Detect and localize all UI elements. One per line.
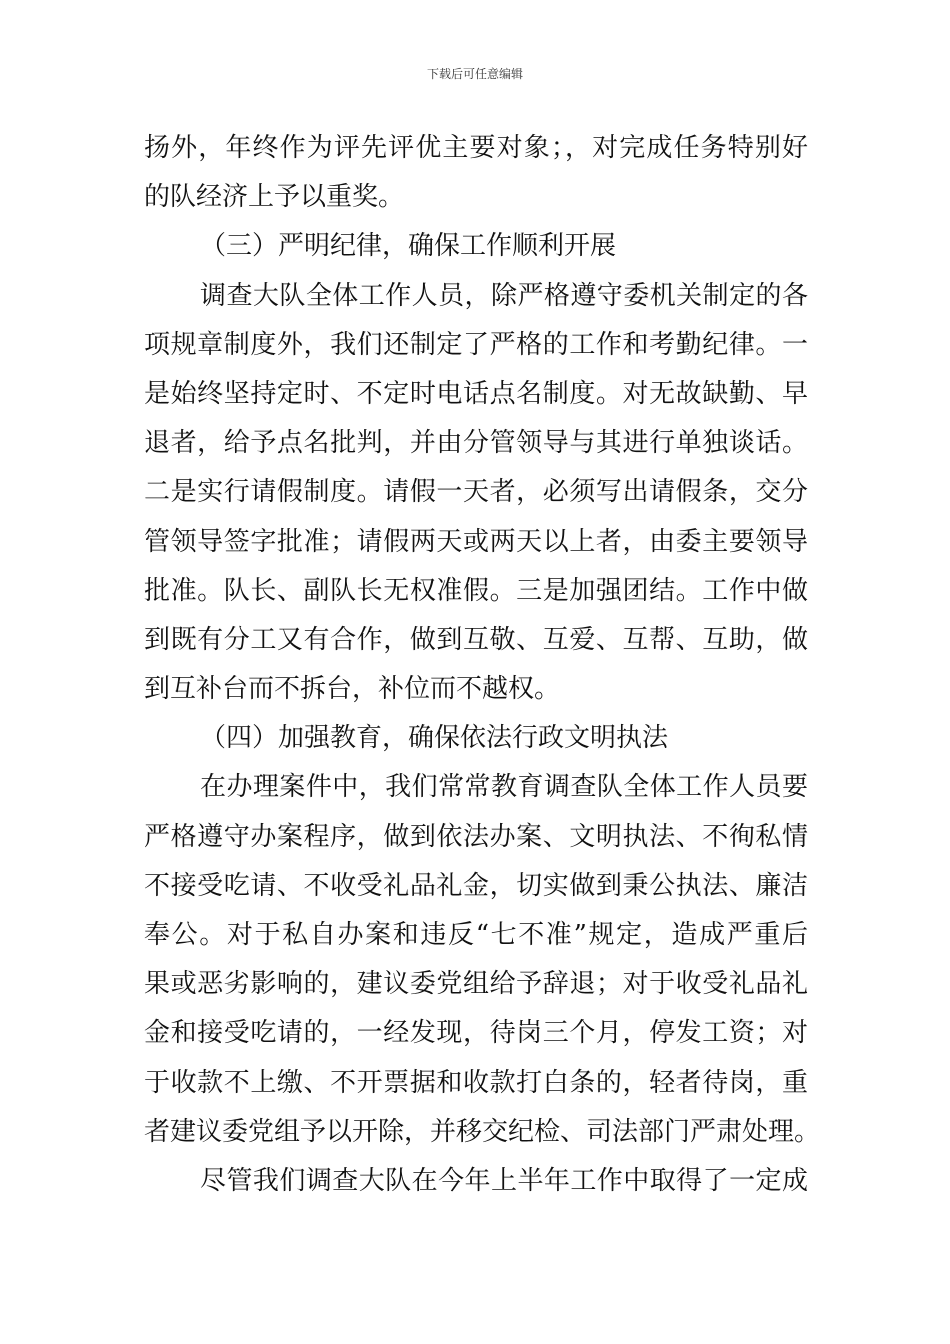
text-line: 于收款不上缴、不开票据和收款打白条的，轻者待岗，重 [144,1067,808,1098]
body-text [144,124,821,1206]
text-line: 奉公。对于私自办案和违反“七不准”规定，造成严重后 [144,920,808,950]
text-line: 扬外，年终作为评先评优主要对象；，对完成任务特别好 [144,133,808,163]
text-line: 尽管我们调查大队在今年上半年工作中取得了一定成 [200,1165,808,1196]
text-line: 者建议委党组予以开除，并移交纪检、司法部门严肃处理。 [144,1116,821,1147]
text-line: 到既有分工又有合作，做到互敬、互爱、互帮、互助，做 [144,624,808,655]
text-line: 到互补台而不拆台，补位而不越权。 [144,674,561,705]
text-line: 管领导签字批准；请假两天或两天以上者，由委主要领导 [144,526,808,557]
text-line: 调查大队全体工作人员，除严格遵守委机关制定的各 [200,280,808,311]
text-line: 在办理案件中，我们常常教育调查队全体工作人员要 [200,772,808,803]
text-line: 是始终坚持定时、不定时电话点名制度。对无故缺勤、早 [144,378,808,409]
text-line: 二是实行请假制度。请假一天者，必须写出请假条，交分 [144,477,808,508]
text-line: 的队经济上予以重奖。 [144,182,405,213]
section-heading: （三）严明纪律，确保工作顺利开展 [200,231,617,262]
text-line: 不接受吃请、不收受礼品礼金，切实做到秉公执法、廉洁 [144,870,808,901]
text-line: 严格遵守办案程序，做到依法办案、文明执法、不徇私情 [144,821,808,852]
section-heading: （四）加强教育，确保依法行政文明执法 [200,723,669,754]
text-line: 金和接受吃请的，一经发现，待岗三个月，停发工资；对 [144,1018,808,1049]
text-line: 退者，给予点名批判，并由分管领导与其进行单独谈话。 [144,428,808,459]
text-line: 批准。队长、副队长无权准假。三是加强团结。工作中做 [144,575,808,606]
page-header: 下载后可任意编辑 [426,67,523,81]
text-line: 项规章制度外，我们还制定了严格的工作和考勤纪律。一 [144,329,808,360]
text-line: 果或恶劣影响的，建议委党组给予辞退；对于收受礼品礼 [144,969,808,1000]
